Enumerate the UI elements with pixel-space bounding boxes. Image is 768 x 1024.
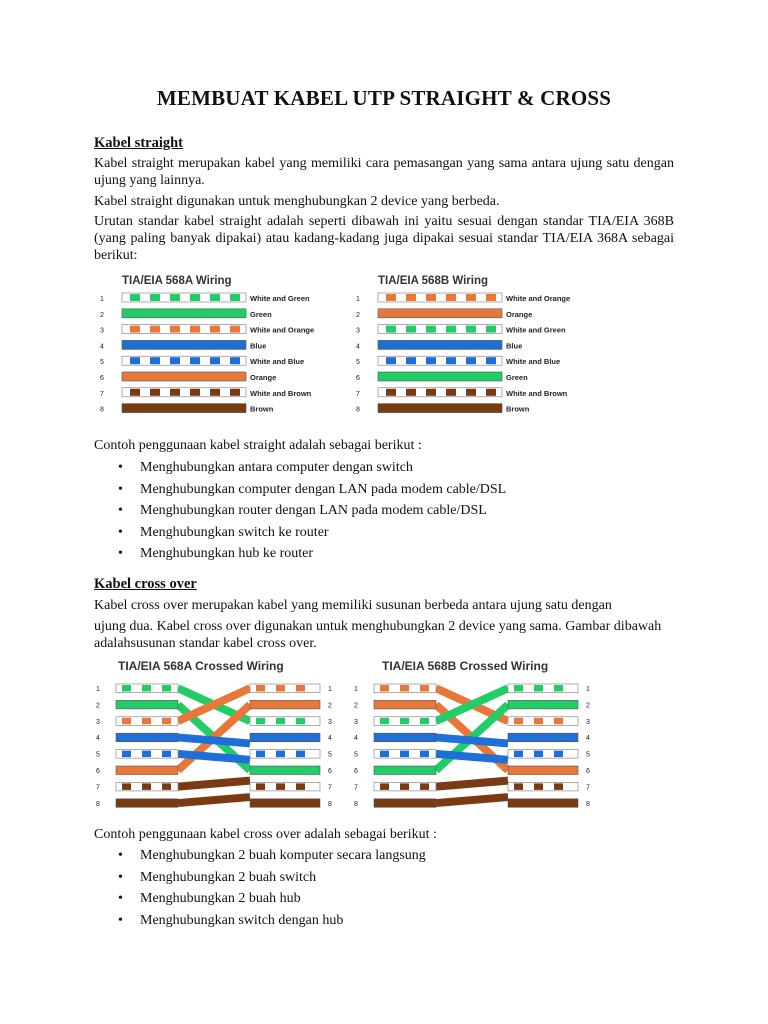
pin-number-left: 1 <box>96 686 100 693</box>
cross-paragraph-1a: Kabel cross over merupakan kabel yang memiliki susunan berbeda antara ujung satu dengan <box>94 598 612 613</box>
pin-number-right: 7 <box>328 784 332 792</box>
pin-number: 5 <box>356 359 360 367</box>
pin-number: 4 <box>100 343 104 351</box>
pin-number-left: 3 <box>354 718 358 726</box>
list-item-text: Menghubungkan 2 buah hub <box>140 891 301 906</box>
diagram-title: TIA/EIA 568A Wiring <box>122 275 232 287</box>
wire-left <box>374 750 436 759</box>
wire-label: Brown <box>506 404 530 414</box>
pin-number-left: 4 <box>354 735 358 743</box>
list-item <box>118 457 506 479</box>
pin-number-right: 4 <box>586 735 590 743</box>
wire-left <box>374 684 436 693</box>
wire-label: Blue <box>506 341 523 351</box>
wire-left <box>116 782 178 791</box>
wire-left <box>116 733 178 742</box>
wire-label: Green <box>250 309 272 319</box>
wire-right <box>250 733 320 742</box>
wire-left <box>116 750 178 759</box>
list-item-text: Menghubungkan router dengan LAN pada modem cable/DSL <box>140 503 487 518</box>
wire-right <box>508 750 578 759</box>
wire <box>378 404 502 413</box>
wire-left <box>374 799 436 808</box>
straight-through-wire <box>178 781 250 787</box>
wire-left <box>116 799 178 808</box>
pin-number: 2 <box>100 311 104 319</box>
wire <box>378 356 502 365</box>
straight-paragraph-2: Kabel straight digunakan untuk menghubungkan 2 device yang berbeda. <box>94 194 500 209</box>
pin-number-right: 8 <box>586 800 590 808</box>
pin-number-left: 4 <box>96 735 100 743</box>
bullet-icon: • <box>118 524 123 540</box>
pin-number-right: 3 <box>586 718 590 726</box>
pin-number: 8 <box>356 406 360 414</box>
wire-right <box>250 684 320 693</box>
wire <box>122 404 246 413</box>
pin-number-right: 1 <box>586 686 590 693</box>
pin-number-left: 7 <box>96 784 100 792</box>
pin-number: 1 <box>100 296 104 303</box>
wire-left <box>116 766 178 775</box>
pin-number: 6 <box>356 375 360 382</box>
list-item-text: Menghubungkan 2 buah switch <box>140 869 317 885</box>
wire-left <box>374 700 436 709</box>
pin-number-left: 6 <box>96 768 100 775</box>
wire-right <box>508 782 578 791</box>
pin-number-left: 3 <box>96 718 100 726</box>
pin-number-right: 2 <box>328 702 332 710</box>
pin-number-left: 8 <box>354 800 358 808</box>
pin-number-right: 7 <box>586 784 590 792</box>
pin-number: 6 <box>100 375 104 382</box>
list-item <box>118 888 426 910</box>
diagram-title: TIA/EIA 568A Crossed Wiring <box>118 659 284 673</box>
wire-label: White and Orange <box>250 325 315 335</box>
wire <box>122 388 246 397</box>
crossed-wiring-diagram-a <box>92 654 342 812</box>
wire-label: White and Blue <box>250 357 305 367</box>
wire-left <box>116 717 178 726</box>
wire-right <box>508 733 578 742</box>
wire-right <box>250 750 320 759</box>
heading-kabel-straight: Kabel straight <box>94 135 184 151</box>
wire-right <box>508 684 578 693</box>
wire <box>122 356 246 365</box>
pin-number-left: 8 <box>96 800 100 808</box>
straight-examples-intro: Contoh penggunaan kabel straight adalah sebagai berikut : <box>94 438 422 453</box>
pin-number-left: 5 <box>354 751 358 759</box>
cross-paragraph-1b: ujung dua. Kabel cross over digunakan untuk menghubungkan 2 device yang sama. Gambar dibawah adalahsusunan standar kabel cross over. <box>94 619 662 651</box>
wire <box>378 293 502 302</box>
pin-number: 7 <box>356 390 360 398</box>
list-item-text: Menghubungkan antara computer dengan switch <box>140 460 413 475</box>
wire-label: White and Brown <box>250 388 312 398</box>
wire-left <box>374 766 436 775</box>
list-item <box>118 522 506 544</box>
pin-number-left: 6 <box>354 768 358 775</box>
pin-number-right: 4 <box>328 735 332 743</box>
straight-examples-list <box>118 457 506 565</box>
wire-left <box>374 782 436 791</box>
wire-left <box>374 733 436 742</box>
pin-number-left: 2 <box>354 702 358 710</box>
straight-through-wire <box>178 797 250 803</box>
heading-kabel-cross-over: Kabel cross over <box>94 576 197 592</box>
wire <box>378 340 502 349</box>
straight-through-wire <box>178 737 250 743</box>
wire-right <box>250 717 320 726</box>
list-item <box>118 867 426 889</box>
straight-paragraph-3: Urutan standar kabel straight adalah seperti dibawah ini yaitu sesuai dengan standar TIA/EIA 368B (yang paling banyak dipakai) atau kadang-kadang juga dipakai sesuai standar TIA/EIA 368A sebagai berikut: <box>94 214 674 263</box>
wire-label: Green <box>506 373 528 382</box>
cross-examples-list <box>118 845 426 931</box>
wire-right <box>508 766 578 775</box>
bullet-icon: • <box>118 891 123 906</box>
wire-right <box>508 717 578 726</box>
pin-number-right: 3 <box>328 718 332 726</box>
page-title: MEMBUAT KABEL UTP STRAIGHT & CROSS <box>156 86 612 110</box>
straight-through-wire <box>436 797 508 803</box>
wire-label: White and Blue <box>506 357 561 367</box>
straight-through-wire <box>436 781 508 787</box>
wire-right <box>250 799 320 808</box>
straight-wiring-diagram-a <box>94 266 344 424</box>
pin-number: 4 <box>356 343 360 351</box>
wire <box>122 340 246 349</box>
cross-examples-intro: Contoh penggunaan kabel cross over adalah sebagai berikut : <box>94 827 437 842</box>
list-item <box>118 500 506 522</box>
wire <box>378 388 502 397</box>
wire <box>122 372 246 381</box>
wire <box>378 325 502 334</box>
wire-label: White and Green <box>250 294 310 303</box>
pin-number-left: 7 <box>354 784 358 792</box>
pin-number: 7 <box>100 390 104 398</box>
pin-number-right: 8 <box>328 800 332 808</box>
wire-left <box>116 700 178 709</box>
pin-number: 5 <box>100 359 104 367</box>
wire <box>122 293 246 302</box>
wire-label: Blue <box>250 341 267 351</box>
wire-right <box>250 700 320 709</box>
pin-number-right: 6 <box>328 768 332 775</box>
straight-through-wire <box>436 737 508 743</box>
pin-number-right: 6 <box>586 768 590 775</box>
bullet-icon: • <box>118 848 123 863</box>
pin-number: 8 <box>100 406 104 414</box>
pin-number: 2 <box>356 311 360 319</box>
wire-label: Orange <box>250 373 277 382</box>
pin-number-left: 2 <box>96 702 100 710</box>
wire <box>122 309 246 318</box>
wire-label: White and Green <box>506 325 566 335</box>
list-item-text: Menghubungkan 2 buah komputer secara langsung <box>140 848 426 863</box>
crossed-wiring-diagram-b <box>350 654 600 812</box>
wire-left <box>374 717 436 726</box>
pin-number-left: 5 <box>96 751 100 759</box>
wire-label: Brown <box>250 404 274 414</box>
wire <box>378 372 502 381</box>
bullet-icon: • <box>118 481 123 497</box>
pin-number: 1 <box>356 296 360 303</box>
wire-label: Orange <box>506 309 533 319</box>
wire-right <box>508 799 578 808</box>
pin-number: 3 <box>100 327 104 335</box>
wire-right <box>250 782 320 791</box>
bullet-icon: • <box>118 912 123 928</box>
list-item <box>118 845 426 867</box>
list-item-text: Menghubungkan switch dengan hub <box>140 912 344 928</box>
pin-number-right: 2 <box>586 702 590 710</box>
pin-number-left: 1 <box>354 686 358 693</box>
bullet-icon: • <box>118 503 123 518</box>
pin-number-right: 5 <box>586 751 590 759</box>
list-item <box>118 543 506 565</box>
straight-wiring-diagram-b <box>350 266 600 424</box>
pin-number-right: 5 <box>328 751 332 759</box>
list-item <box>118 910 426 932</box>
wire-right <box>250 766 320 775</box>
wire-label: White and Brown <box>506 388 568 398</box>
list-item <box>118 479 506 501</box>
pin-number-right: 1 <box>328 686 332 693</box>
pin-number: 3 <box>356 327 360 335</box>
list-item-text: Menghubungkan hub ke router <box>140 546 314 561</box>
list-item-text: Menghubungkan computer dengan LAN pada modem cable/DSL <box>140 481 507 497</box>
bullet-icon: • <box>118 546 123 561</box>
list-item-text: Menghubungkan switch ke router <box>140 524 329 540</box>
wire-label: White and Orange <box>506 294 571 303</box>
bullet-icon: • <box>118 460 123 475</box>
diagram-title: TIA/EIA 568B Wiring <box>378 275 489 287</box>
wire <box>378 309 502 318</box>
wire-left <box>116 684 178 693</box>
wire <box>122 325 246 334</box>
wire-right <box>508 700 578 709</box>
bullet-icon: • <box>118 869 123 885</box>
diagram-title: TIA/EIA 568B Crossed Wiring <box>382 659 549 673</box>
straight-paragraph-1: Kabel straight merupakan kabel yang memiliki cara pemasangan yang sama antara ujung satu dengan ujung yang lainnya. <box>94 156 674 188</box>
